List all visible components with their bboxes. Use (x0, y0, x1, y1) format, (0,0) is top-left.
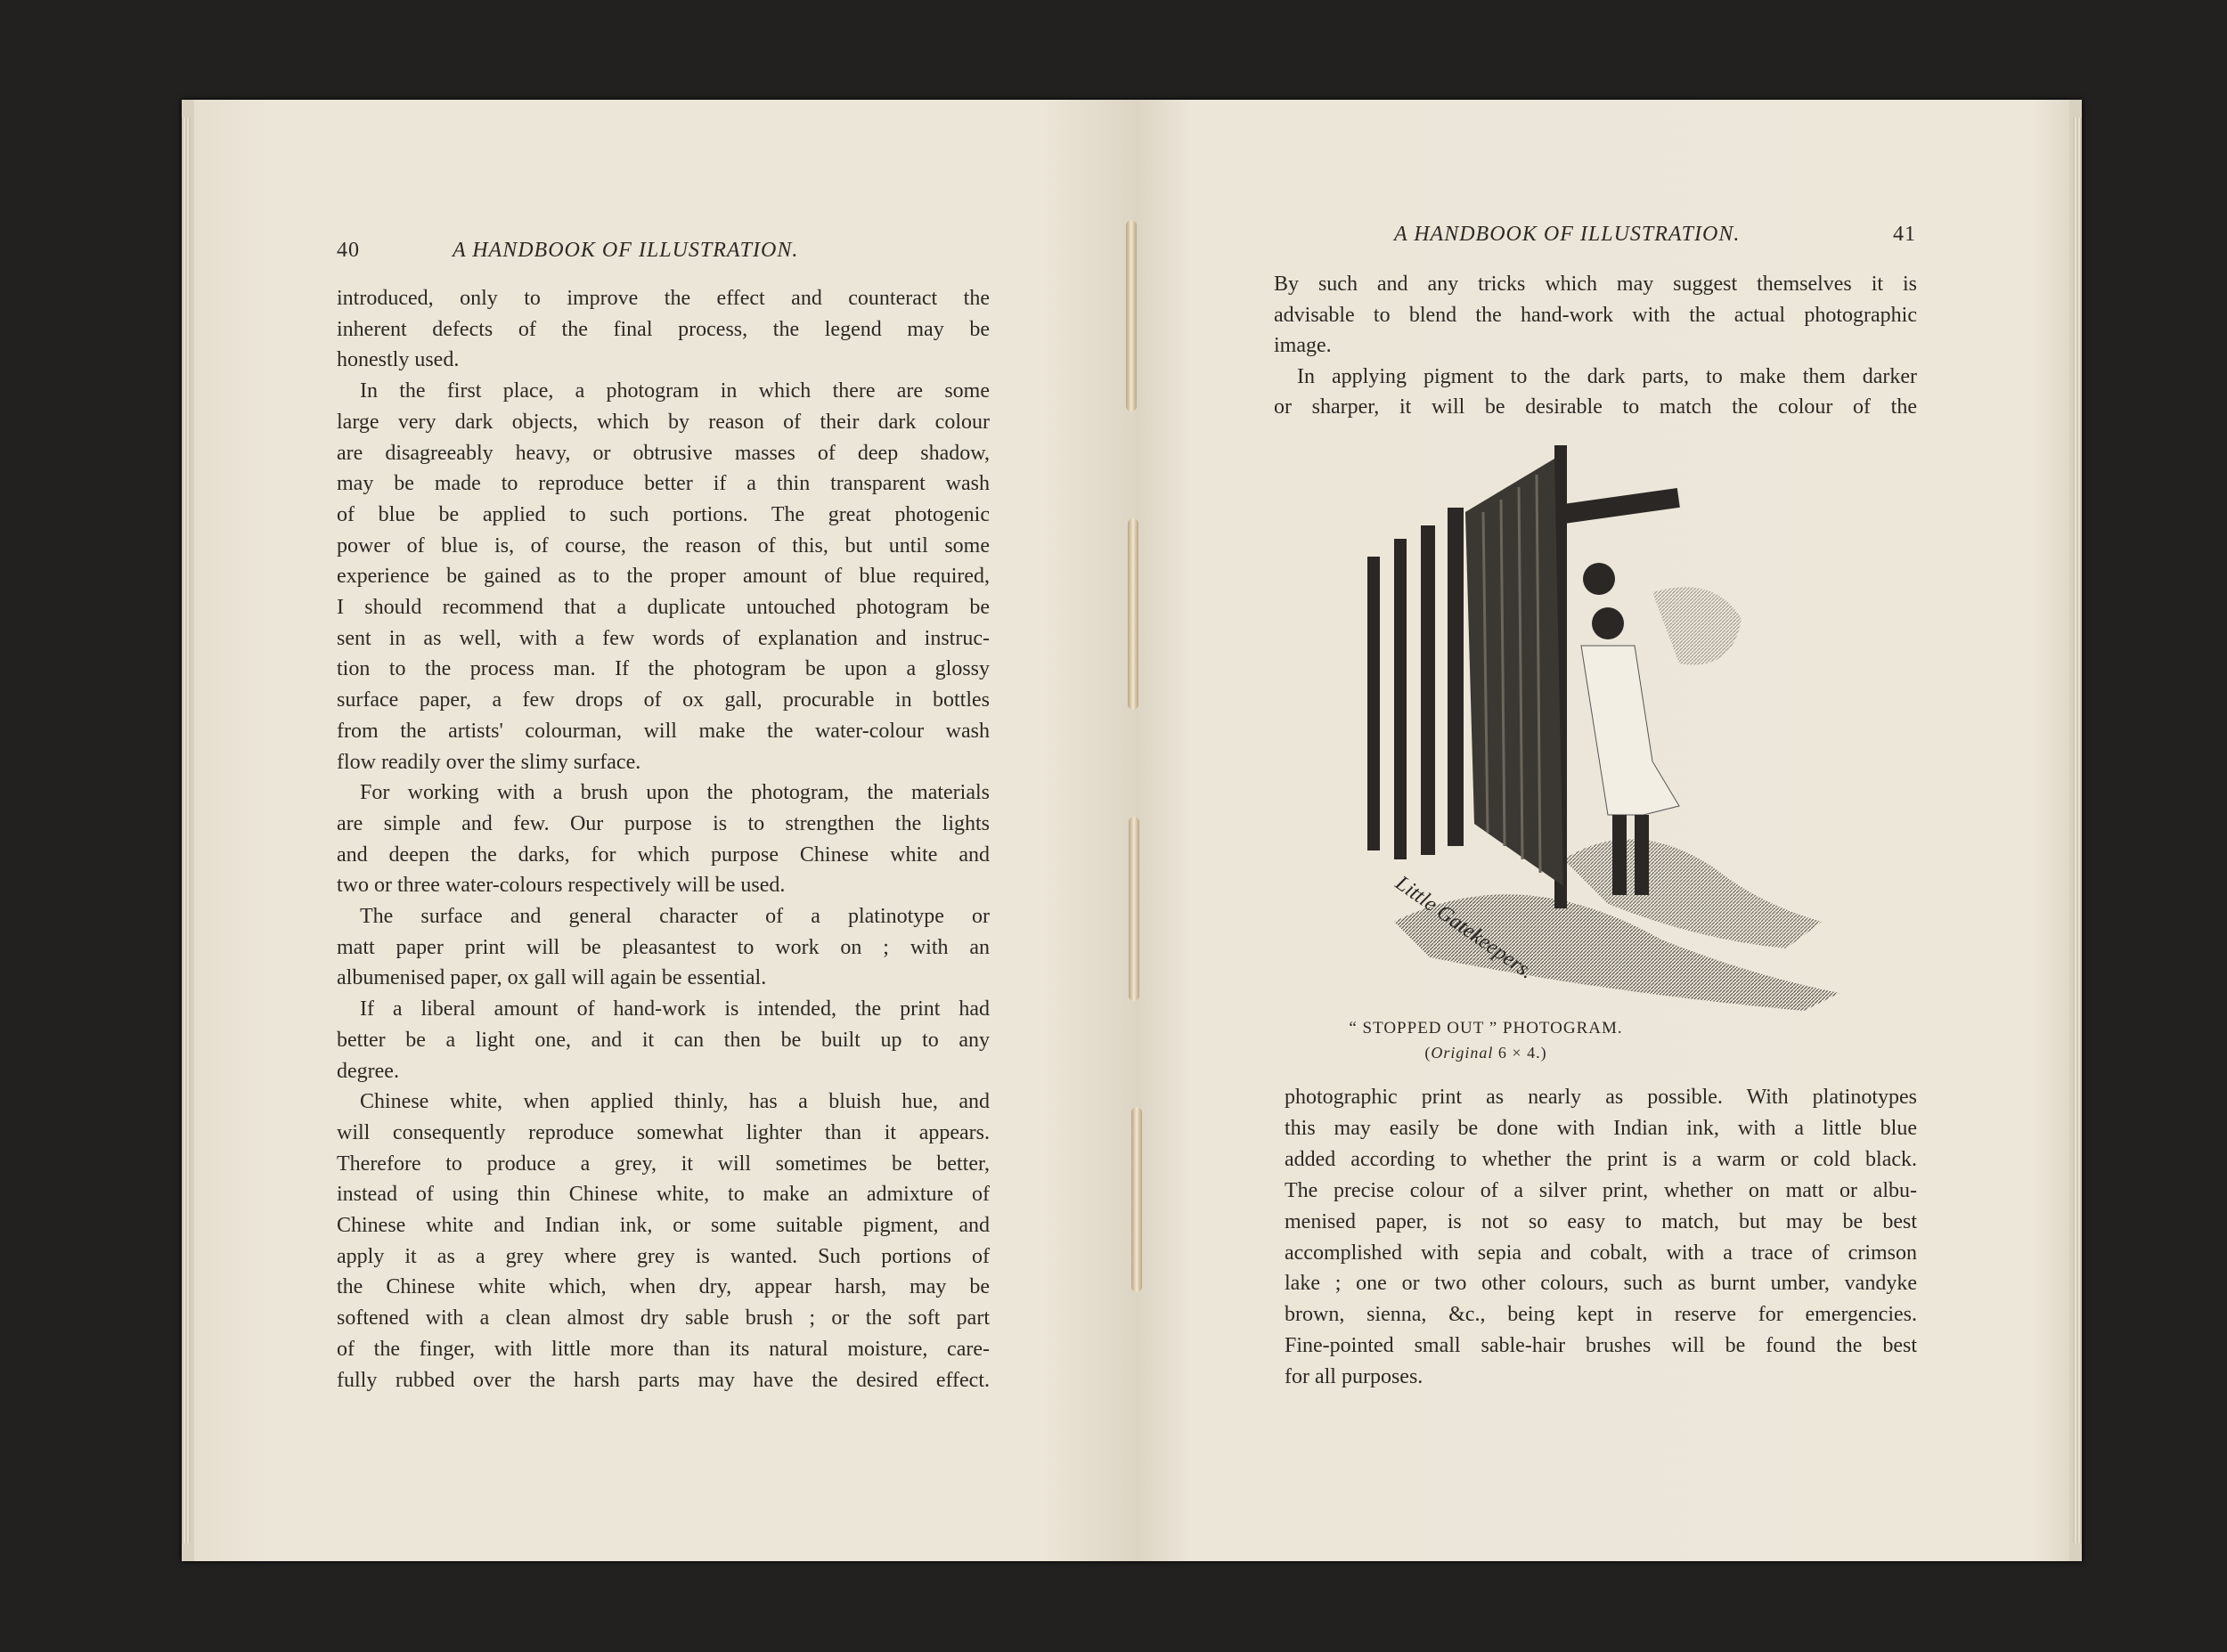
text-line: By such and any tricks which may suggest themselves it is (1274, 273, 1917, 296)
text-line: this may easily be done with Indian ink, with a little blue (1285, 1116, 1917, 1140)
text-line: are disagreeably heavy, or obtrusive masses of deep shadow, (337, 441, 990, 465)
text-line: menised paper, is not so easy to match, but may be best (1285, 1209, 1917, 1233)
text-line: Chinese white, when applied thinly, has a bluish hue, and (360, 1090, 990, 1114)
text-line: or sharper, it will be desirable to match the colour of the (1274, 395, 1917, 419)
text-line: degree. (337, 1059, 399, 1083)
text-line: power of blue is, of course, the reason of this, but until some (337, 533, 990, 557)
text-line: advisable to blend the hand-work with the actual photographic (1274, 303, 1917, 327)
page-edges-left (182, 118, 191, 1543)
right-running-head: A HANDBOOK OF ILLUSTRATION. (1394, 223, 1741, 246)
subcaption-paren: ( (1424, 1044, 1432, 1062)
text-line: from the artists' colourman, will make the water-colour wash (337, 719, 990, 743)
text-line: surface paper, a few drops of ox gall, procurable in bottles (337, 688, 990, 712)
binding-stitch (1129, 817, 1139, 1001)
subcaption-size: 6 × 4.) (1497, 1044, 1547, 1062)
text-line: In applying pigment to the dark parts, to make them darker (1297, 364, 1917, 388)
text-line: instead of using thin Chinese white, to make an admixture of (337, 1183, 990, 1207)
text-line: of blue be applied to such portions. The great photogenic (337, 502, 990, 526)
left-page-number: 40 (337, 239, 360, 262)
text-line: lake ; one or two other colours, such as burnt umber, vandyke (1285, 1272, 1917, 1296)
text-line: Therefore to produce a grey, it will sometimes be better, (337, 1152, 990, 1176)
illustration-inscription: Little Gatekeepers. (1391, 871, 1538, 984)
text-line: may be made to reproduce better if a thin transparent wash (337, 472, 990, 496)
text-line: flow readily over the slimy surface. (337, 750, 641, 774)
text-line: photographic print as nearly as possible. With platinotypes (1285, 1086, 1917, 1109)
text-line: the Chinese white which, when dry, appear harsh, may be (337, 1275, 990, 1299)
text-line: I should recommend that a duplicate untouched photogram be (337, 596, 990, 619)
text-line: The surface and general character of a platinotype or (360, 905, 990, 928)
text-line: albumenised paper, ox gall will again be essential. (337, 966, 767, 990)
text-line: accomplished with sepia and cobalt, with a trace of crimson (1285, 1241, 1917, 1265)
text-line: of the finger, with little more than its natural moisture, care- (337, 1337, 990, 1361)
text-line: tion to the process man. If the photogram be upon a glossy (337, 657, 990, 681)
text-line: honestly used. (337, 348, 460, 372)
binding-stitch (1131, 1107, 1142, 1292)
subcaption-italic: Original (1431, 1044, 1494, 1062)
text-line: inherent defects of the final process, the legend may be (337, 317, 990, 341)
text-line: If a liberal amount of hand-work is intended, the print had (360, 997, 990, 1021)
right-page-number: 41 (1893, 223, 1916, 246)
text-line: will consequently reproduce somewhat lighter than it appears. (337, 1120, 990, 1144)
text-line: matt paper print will be pleasantest to work on ; with an (337, 935, 990, 959)
text-line: fully rubbed over the harsh parts may have the desired effect. (337, 1368, 990, 1392)
text-line: better be a light one, and it can then be built up to any (337, 1028, 990, 1052)
text-line: experience be gained as to the proper amount of blue required, (337, 565, 990, 589)
text-line: For working with a brush upon the photogram, the materials (360, 781, 990, 805)
text-line: large very dark objects, which by reason of their dark colour (337, 410, 990, 434)
binding-stitch (1128, 518, 1138, 710)
page-edges-right (2073, 118, 2082, 1543)
text-line: two or three water-colours respectively will be used. (337, 874, 786, 898)
text-line: In the first place, a photogram in which there are some (360, 379, 990, 403)
text-line: are simple and few. Our purpose is to strengthen the lights (337, 811, 990, 835)
text-line: added according to whether the print is a warm or cold black. (1285, 1147, 1917, 1171)
figure-subcaption (1219, 1044, 1753, 1062)
text-line: image. (1274, 334, 1332, 357)
text-line: for all purposes. (1285, 1365, 1423, 1389)
figure-caption: “ STOPPED OUT ” PHOTOGRAM. (1349, 1019, 1623, 1038)
text-line: The precise colour of a silver print, whether on matt or albu- (1285, 1178, 1917, 1202)
text-line: introduced, only to improve the effect and counteract the (337, 287, 990, 310)
text-line: apply it as a grey where grey is wanted. Such portions of (337, 1244, 990, 1268)
text-line: Fine-pointed small sable-hair brushes will be found the best (1285, 1334, 1917, 1358)
text-line: sent in as well, with a few words of explanation and instruc- (337, 626, 990, 650)
left-running-head: A HANDBOOK OF ILLUSTRATION. (453, 239, 799, 262)
text-line: and deepen the darks, for which purpose Chinese white and (337, 842, 990, 867)
text-line: Chinese white and Indian ink, or some suitable pigment, and (337, 1214, 990, 1237)
stopped-out-photogram-illustration (1341, 441, 1857, 1011)
text-line: brown, sienna, &c., being kept in reserve for emergencies. (1285, 1303, 1917, 1327)
text-line: softened with a clean almost dry sable brush ; or the soft part (337, 1306, 990, 1331)
binding-stitch (1126, 220, 1137, 411)
